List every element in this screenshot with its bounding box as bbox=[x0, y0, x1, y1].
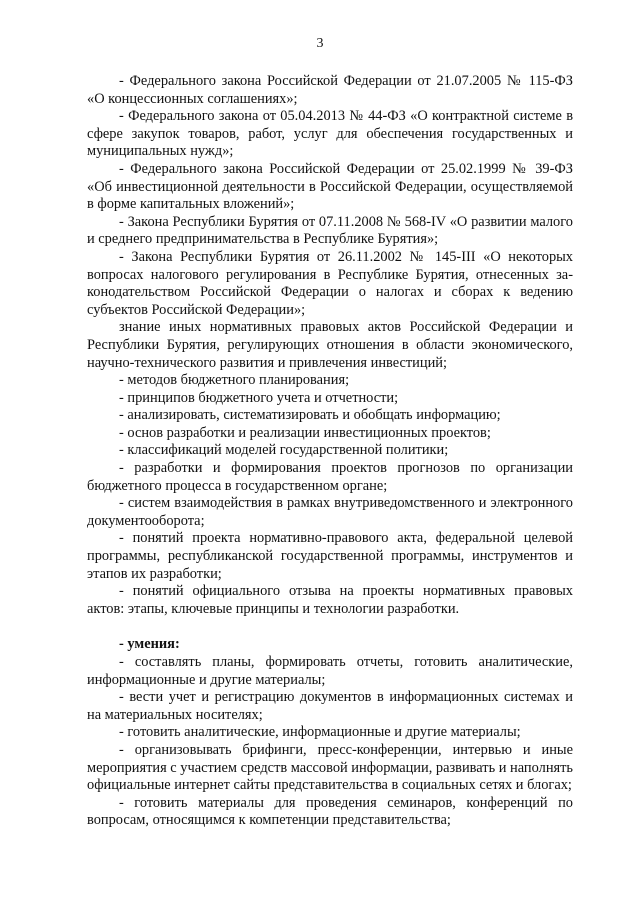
document-paragraph: - анализировать, систематизировать и обобщать информацию; bbox=[119, 407, 501, 424]
document-paragraph: - систем взаимодействия в рамках внутриведомственного и электронного документооборота; bbox=[87, 495, 573, 529]
document-paragraph: - Федерального закона Российской Федерации от 25.02.1999 № 39-ФЗ «Об инвестиционной деятельности в Российской Федерации, осуществляемой в форме капитальных вложений»; bbox=[87, 160, 573, 213]
document-paragraph: - понятий проекта нормативно-правового акта, федеральной целевой программы, республиканской государственной программы, инструментов и этапов их разработки; bbox=[87, 530, 573, 582]
document-paragraph: - принципов бюджетного учета и отчетности; bbox=[119, 389, 399, 406]
document-paragraph: - методов бюджетного планирования; bbox=[119, 372, 350, 389]
document-paragraph: - основ разработки и реализации инвестиционных проектов; bbox=[119, 424, 491, 441]
document-paragraph: - составлять планы, формировать отчеты, готовить аналитические, информационные и другие материалы; bbox=[87, 654, 573, 688]
document-paragraph: - понятий официального отзыва на проекты нормативных правовых актов: этапы, ключевые принципы и технологии разработки. bbox=[87, 583, 573, 617]
document-paragraph: - классификаций моделей государственной политики; bbox=[119, 442, 449, 459]
document-paragraph: - готовить материалы для проведения семинаров, конференций по вопросам, относящимся к компетенции представительства; bbox=[87, 794, 573, 829]
document-paragraph: - Закона Республики Бурятия от 07.11.2008 № 568-IV «О развитии малого и среднего предпринимательства в Республике Бурятия»; bbox=[87, 213, 573, 248]
document-paragraph: - Федерального закона от 05.04.2013 № 44-ФЗ «О контрактной системе в сфере закупок товаров, работ, услуг для обеспечения государственных и муниципальных нужд»; bbox=[87, 108, 573, 160]
document-paragraph: знание иных нормативных правовых актов Российской Федерации и Республики Бурятия, регулирующих отношения в области экономического, научно-технического развития и привлечения инвестиций; bbox=[87, 319, 573, 371]
page-number: 3 bbox=[316, 36, 324, 51]
document-paragraph: - готовить аналитические, информационные и другие материалы; bbox=[119, 724, 521, 741]
section-heading-skills: - умения: bbox=[119, 636, 180, 653]
document-body bbox=[87, 73, 573, 830]
document-paragraph: - вести учет и регистрацию документов в информационных системах и на материальных носителях; bbox=[87, 689, 573, 723]
document-paragraph: - организовывать брифинги, пресс-конференции, интервью и иные мероприятия с участием средств массовой информации, развивать и наполнять официальные интернет сайты представительства в социальных сетях и блогах; bbox=[87, 741, 573, 794]
document-paragraph: - Федерального закона Российской Федерации от 21.07.2005 № 115-ФЗ «О концессионных соглашениях»; bbox=[87, 73, 573, 107]
document-paragraph: - разработки и формирования проектов прогнозов по организации бюджетного процесса в государственном органе; bbox=[87, 460, 573, 494]
document-paragraph: - Закона Республики Бурятия от 26.11.2002 № 145-III «О некоторых вопросах налогового регулирования в Республике Бурятия, отнесенных законодательством Российской Федерации о налогах и сборах к ведению субъектов Российской Федерации»; bbox=[87, 248, 573, 318]
